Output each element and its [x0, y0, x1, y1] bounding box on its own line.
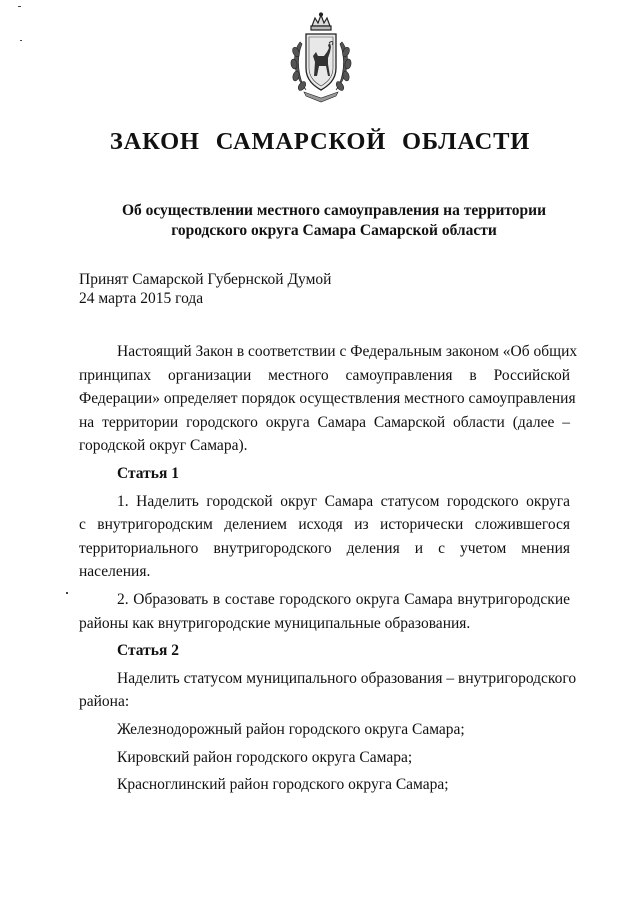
scan-mark [20, 40, 22, 41]
text-line: Наделить статусом муниципального образования – внутригородского [117, 669, 577, 687]
law-title: ЗАКОН САМАРСКОЙ ОБЛАСТИ [109, 128, 531, 155]
text-line: с внутригородским делением исходя из исторически сложившегося [79, 516, 570, 534]
adoption-body: Принят Самарской Губернской Думой [79, 271, 332, 288]
subtitle-line: городского округа Самара Самарской области [171, 222, 497, 239]
text-line: Красноглинский район городского округа Самара; [117, 776, 449, 794]
text-line: принципах организации местного самоуправления в Российской [79, 366, 570, 384]
district-list-item [79, 773, 570, 797]
text-line: района: [79, 693, 130, 711]
district-list-item [79, 746, 570, 770]
text-line: населения. [79, 563, 151, 581]
scan-mark [18, 6, 21, 7]
law-body [79, 340, 578, 797]
text-line: Железнодорожный район городского округа Самара; [117, 720, 465, 738]
article-1-item-2 [79, 588, 570, 635]
text-line: 2. Образовать в составе городского округа Самара внутригородские [117, 590, 570, 608]
law-subtitle [90, 201, 578, 241]
article-2-intro [79, 667, 577, 714]
scan-mark [66, 592, 68, 594]
text-line: территориального внутригородского деления и с учетом мнения [79, 539, 570, 557]
text-line: Федерации» определяет порядок осуществления местного самоуправления [79, 390, 576, 408]
adoption-note [79, 270, 331, 308]
article-1-heading: Статья 1 [117, 464, 179, 482]
adoption-date: 24 марта 2015 года [79, 290, 204, 307]
article-2-heading: Статья 2 [117, 642, 179, 660]
district-list-item [79, 718, 570, 742]
text-line: городской округ Самара). [79, 437, 248, 455]
text-line: Настоящий Закон в соответствии с Федеральным законом «Об общих [117, 343, 578, 360]
text-line: 1. Наделить городской округ Самара статусом городского округа [117, 492, 570, 510]
samara-coat-of-arms-icon [286, 12, 356, 104]
text-line: на территории городского округа Самара Самарской области (далее – [79, 413, 570, 431]
text-line: районы как внутригородские муниципальные образования. [79, 614, 471, 632]
article-1-item-1 [79, 490, 570, 584]
text-line: Кировский район городского округа Самара; [117, 748, 413, 766]
preamble-paragraph [79, 340, 578, 458]
subtitle-line: Об осуществлении местного самоуправления на территории [121, 202, 547, 219]
